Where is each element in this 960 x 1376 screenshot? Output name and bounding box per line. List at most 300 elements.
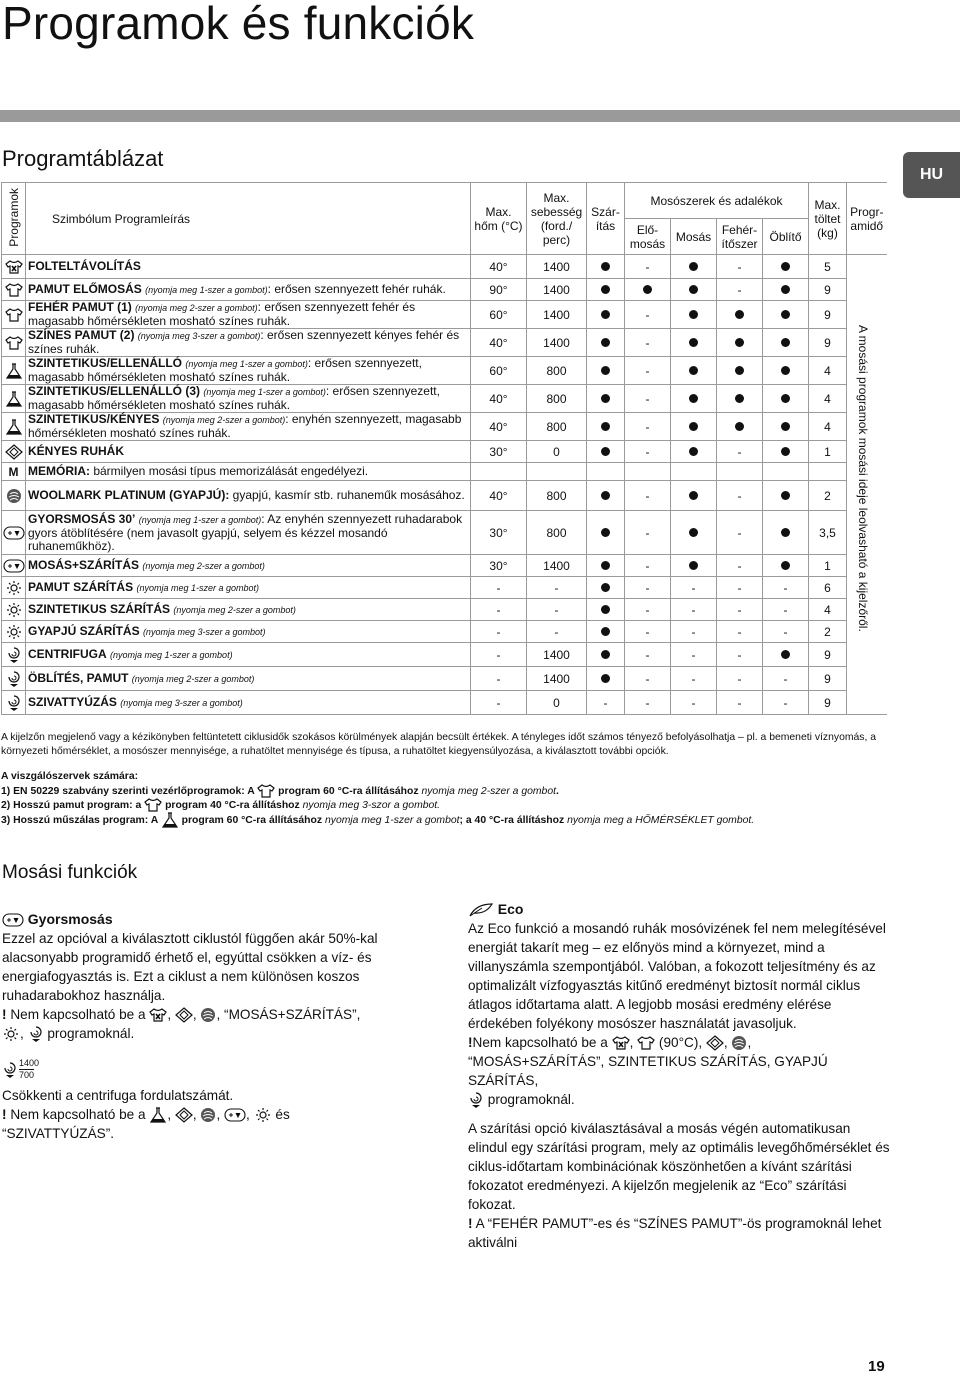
cell-temp: - (471, 643, 527, 667)
header-detergents: Mosószerek és adalékok (625, 183, 809, 219)
t1-c: nyomja meg 2-szer a gombot (421, 785, 556, 797)
cell-dry (587, 511, 625, 555)
program-name (26, 413, 471, 441)
cell-rinse (763, 555, 809, 577)
included-dot-icon (601, 583, 610, 592)
flask-icon (2, 385, 26, 413)
cell-rinse (763, 255, 809, 279)
header-load: Max. töltet (kg) (809, 183, 847, 255)
cell-wash (671, 329, 717, 357)
cell-speed: 800 (527, 385, 587, 413)
included-dot-icon (601, 262, 610, 271)
stain-icon (612, 1035, 630, 1050)
cell-bleach: - (717, 441, 763, 463)
cell-dry (587, 667, 625, 691)
shirt-icon (257, 786, 275, 797)
included-dot-icon (601, 422, 610, 431)
footnote-cycle-time: A kijelzőn megjelenő vagy a kézikönyben feltüntetett ciklusidők szokásos körülmények alapján becsült értékek. A tényleges időt számos tényező befolyásolhatja – pl. a bemeneti víznyomás, a környezeti hőmérséklet, a mosószer mennyisége, a ruhatöltet mennyisége és típusa, a ruhatöltet kiegyensúlyozása, a kiválasztott további opciók. (1, 732, 877, 757)
included-dot-icon (689, 394, 698, 403)
program-title: SZÍNES PAMUT (2) (28, 328, 135, 342)
included-dot-icon (781, 285, 790, 294)
spin-icon (2, 1062, 18, 1077)
program-hint: (nyomja meg 1-szer a gombot) (203, 387, 326, 397)
shirt-icon (2, 329, 26, 357)
cell-wash (671, 511, 717, 555)
cell-bleach (717, 413, 763, 441)
cell-rinse (763, 463, 809, 481)
table-row (2, 413, 887, 441)
spin-icon (28, 1026, 44, 1041)
included-dot-icon (601, 491, 610, 500)
eco-warning-2: “MOSÁS+SZÁRÍTÁS”, SZINTETIKUS SZÁRÍTÁS, GYAPJÚ SZÁRÍTÁS, (468, 1054, 828, 1088)
footnote-test-title: A viszgálószervek számára: (1, 771, 139, 782)
program-desc: : enyhén szennyezett, magasabb hőmérsékleten mosható színes ruhák. (28, 412, 462, 440)
t3-b: program 60 °C-ra állításához (178, 814, 325, 826)
program-name (26, 511, 471, 555)
cell-pre: - (625, 621, 671, 643)
spin-top: 1400 (19, 1058, 40, 1068)
cell-dry (587, 599, 625, 621)
cell-speed: 0 (527, 691, 587, 715)
cell-bleach (717, 357, 763, 385)
functions-heading: Mosási funkciók (2, 862, 138, 883)
cell-bleach: - (717, 481, 763, 511)
section-heading-program-table: Programtáblázat (2, 146, 164, 171)
cell-pre: - (625, 481, 671, 511)
cell-pre (625, 463, 671, 481)
cell-dry (587, 329, 625, 357)
cell-temp: - (471, 667, 527, 691)
cell-bleach: - (717, 577, 763, 599)
included-dot-icon (689, 491, 698, 500)
table-row (2, 255, 887, 279)
included-dot-icon (689, 561, 698, 570)
sun-icon (2, 577, 26, 599)
t1-b: program 60 °C-ra állításához (275, 785, 422, 797)
qw-b: , “MOSÁS+SZÁRÍTÁS”, (216, 1007, 361, 1022)
qw-a: Nem kapcsolható be a (10, 1007, 146, 1022)
program-table (1, 182, 887, 715)
cell-load: 9 (809, 301, 847, 329)
cell-wash (671, 463, 717, 481)
shirt-icon (2, 301, 26, 329)
cell-rinse (763, 441, 809, 463)
delicate-icon (2, 441, 26, 463)
delicate-icon (175, 1007, 193, 1022)
language-tab: HU (903, 152, 960, 198)
cell-load: 2 (809, 621, 847, 643)
cell-temp (471, 463, 527, 481)
table-row (2, 357, 887, 385)
cell-rinse (763, 413, 809, 441)
memory-letter: M (8, 464, 19, 479)
header-bleach: Fehér- ítőszer (717, 219, 763, 255)
table-row (2, 385, 887, 413)
cell-speed: 1400 (527, 255, 587, 279)
included-dot-icon (601, 605, 610, 614)
program-hint: (nyomja meg 1-szer a gombot) (138, 514, 262, 525)
cell-temp: - (471, 691, 527, 715)
table-row (2, 691, 887, 715)
program-desc: bármilyen mosási típus memorizálását engedélyezi. (90, 464, 369, 478)
program-title: FOLTELTÁVOLÍTÁS (28, 259, 141, 273)
spin-reduce-section (2, 1060, 414, 1143)
cell-pre: - (625, 643, 671, 667)
spin-reduce-warning-2: “SZIVATTYÚZÁS”. (2, 1126, 115, 1141)
cell-speed: - (527, 599, 587, 621)
quick-wash-warning-2: , programoknál. (2, 1024, 414, 1043)
spin-icon (468, 1092, 484, 1107)
cell-rinse: - (763, 691, 809, 715)
cell-bleach: - (717, 599, 763, 621)
flask-icon (2, 357, 26, 385)
wool-icon (731, 1035, 747, 1050)
eco-leaf-icon (468, 902, 494, 917)
cell-dry (587, 481, 625, 511)
cell-temp: 60° (471, 357, 527, 385)
included-dot-icon (689, 366, 698, 375)
program-desc: : Az enyhén szennyezett ruhadarabok gyors átöblítésére (nem javasolt gyapjú, selyem és kézzel mosandó ruhaneműkhöz). (28, 511, 463, 553)
cell-pre: - (625, 357, 671, 385)
cell-rinse: - (763, 577, 809, 599)
cell-wash: - (671, 667, 717, 691)
spin-icon (2, 691, 26, 715)
cell-pre (625, 279, 671, 301)
delicate-icon (175, 1107, 193, 1122)
included-dot-icon (781, 650, 790, 659)
shirt-icon (144, 800, 162, 811)
eco-section (468, 900, 892, 1252)
cell-load: 1 (809, 441, 847, 463)
cell-temp: - (471, 577, 527, 599)
quick-wash-title: Gyorsmosás (27, 911, 113, 927)
included-dot-icon (781, 338, 790, 347)
cell-speed (527, 463, 587, 481)
cell-wash (671, 255, 717, 279)
program-title: SZINTETIKUS SZÁRÍTÁS (28, 601, 171, 616)
cell-load: 9 (809, 279, 847, 301)
cell-rinse (763, 329, 809, 357)
program-hint: (nyomja meg 2-szer a gombot) (131, 673, 255, 684)
cell-load: 9 (809, 329, 847, 357)
included-dot-icon (735, 310, 744, 319)
quick-wash-warning: ! Nem kapcsolható be a , , , “MOSÁS+SZÁRÍTÁS”, (2, 1007, 361, 1022)
cell-load: 9 (809, 667, 847, 691)
included-dot-icon (781, 262, 790, 271)
cell-dry (587, 441, 625, 463)
ew-a: Nem kapcsolható be a (472, 1035, 608, 1050)
spin-icon (2, 667, 26, 691)
cell-bleach: - (717, 643, 763, 667)
program-title: KÉNYES RUHÁK (28, 444, 125, 458)
program-hint: (nyomja meg 3-szer a gombot) (142, 626, 266, 637)
cell-temp: 30° (471, 555, 527, 577)
program-name (26, 667, 471, 691)
program-title: WOOLMARK PLATINUM (GYAPJÚ): (28, 488, 230, 502)
cell-bleach: - (717, 555, 763, 577)
cell-temp: - (471, 621, 527, 643)
included-dot-icon (781, 394, 790, 403)
cell-speed: 800 (527, 481, 587, 511)
cell-speed: 0 (527, 441, 587, 463)
program-desc: : erősen szennyezett, magasabb hőmérsékleten mosható színes ruhák. (28, 356, 422, 384)
cell-speed: 1400 (527, 643, 587, 667)
included-dot-icon (601, 366, 610, 375)
included-dot-icon (601, 650, 610, 659)
program-name (26, 643, 471, 667)
included-dot-icon (643, 285, 652, 294)
program-title: CENTRIFUGA (28, 646, 107, 661)
cell-wash (671, 357, 717, 385)
drying-warning: ! A “FEHÉR PAMUT”-es és “SZÍNES PAMUT”-ös programoknál lehet aktiválni (468, 1216, 882, 1251)
sw-a: Nem kapcsolható be a (10, 1107, 146, 1122)
cell-temp: 40° (471, 385, 527, 413)
cell-bleach: - (717, 621, 763, 643)
cell-wash: - (671, 643, 717, 667)
title-rule (0, 110, 960, 122)
cell-wash (671, 555, 717, 577)
program-hint: (nyomja meg 2-szer a gombot) (142, 560, 265, 571)
duration-note: A mosási programok mosási ideje leolvasható a kijelzőről. (856, 325, 870, 632)
cell-temp: 30° (471, 511, 527, 555)
cell-pre: - (625, 511, 671, 555)
header-wash: Mosás (671, 219, 717, 255)
cell-wash (671, 481, 717, 511)
quick-wash-section (2, 910, 414, 1043)
program-hint: (nyomja meg 1-szer a gombot) (110, 649, 233, 660)
cell-bleach (717, 385, 763, 413)
cell-load: 3,5 (809, 511, 847, 555)
sun-icon (254, 1107, 272, 1122)
header-drying: Szár- ítás (587, 183, 625, 255)
table-row (2, 279, 887, 301)
program-name (26, 555, 471, 577)
flask-icon (2, 413, 26, 441)
cell-wash (671, 441, 717, 463)
program-hint: (nyomja meg 2-szer a gombot) (173, 604, 296, 615)
cell-rinse (763, 643, 809, 667)
page-number: 19 (868, 1358, 885, 1375)
included-dot-icon (601, 447, 610, 456)
program-name (26, 481, 471, 511)
cell-pre: - (625, 667, 671, 691)
cell-bleach (717, 329, 763, 357)
program-title: FEHÉR PAMUT (1) (28, 300, 132, 314)
cell-bleach: - (717, 691, 763, 715)
included-dot-icon (781, 310, 790, 319)
t2-b: program 40 °C-ra állításhoz (162, 799, 303, 811)
cell-rinse (763, 357, 809, 385)
table-row (2, 667, 887, 691)
cell-load: 9 (809, 643, 847, 667)
flask-icon (149, 1107, 167, 1122)
qw-c: programoknál. (47, 1026, 135, 1041)
program-title: MOSÁS+SZÁRÍTÁS (28, 557, 140, 572)
included-dot-icon (781, 366, 790, 375)
program-title: PAMUT SZÁRÍTÁS (28, 579, 134, 594)
cell-temp: 90° (471, 279, 527, 301)
cell-pre: - (625, 555, 671, 577)
cell-wash: - (671, 621, 717, 643)
cell-rinse: - (763, 667, 809, 691)
dw: A “FEHÉR PAMUT”-es és “SZÍNES PAMUT”-ös programoknál lehet aktiválni (468, 1216, 882, 1251)
program-title: GYORSMOSÁS 30’ (28, 511, 136, 526)
cell-load: 4 (809, 599, 847, 621)
t2-c: nyomja meg 3-szor a gombot. (302, 799, 441, 811)
cell-wash: - (671, 577, 717, 599)
program-hint: (nyomja meg 3-szer a gombot) (137, 331, 261, 341)
cell-speed: 1400 (527, 667, 587, 691)
header-rinse: Öblítő (763, 219, 809, 255)
table-row (2, 481, 887, 511)
included-dot-icon (735, 394, 744, 403)
cell-speed: 800 (527, 357, 587, 385)
program-hint: (nyomja meg 3-szer a gombot) (120, 697, 243, 708)
cell-load: 2 (809, 481, 847, 511)
wool-icon (200, 1007, 216, 1022)
included-dot-icon (689, 528, 698, 537)
program-desc: : erősen szennyezett, magasabb hőmérsékleten mosható színes ruhák. (28, 384, 440, 412)
t3-c: nyomja meg 1-szer a gombot (324, 814, 460, 826)
cell-temp: - (471, 599, 527, 621)
program-name (26, 255, 471, 279)
header-speed: Max. sebesség (ford./ perc) (527, 183, 587, 255)
ew-d: programoknál. (487, 1092, 575, 1107)
cell-load: 4 (809, 357, 847, 385)
quick-icon (2, 511, 26, 555)
included-dot-icon (689, 262, 698, 271)
program-title: ÖBLÍTÉS, PAMUT (28, 670, 129, 685)
cell-speed: 1400 (527, 301, 587, 329)
shirt-icon (637, 1035, 655, 1050)
table-row (2, 555, 887, 577)
included-dot-icon (781, 528, 790, 537)
program-desc: : erősen szennyezett fehér és magasabb hőmérsékleten mosható színes ruhák. (28, 300, 416, 328)
cell-pre: - (625, 599, 671, 621)
cell-rinse (763, 279, 809, 301)
cell-load: 9 (809, 691, 847, 715)
stain-icon (2, 255, 26, 279)
footnote-test-3 (1, 812, 901, 828)
included-dot-icon (689, 310, 698, 319)
t3-a: 3) Hosszú műszálas program: A (1, 814, 161, 826)
cell-bleach (717, 301, 763, 329)
cell-dry (587, 577, 625, 599)
cell-dry (587, 463, 625, 481)
t1-a: 1) EN 50229 szabvány szerinti vezérlőprogramok: A (1, 785, 258, 797)
program-name (26, 385, 471, 413)
cell-load: 6 (809, 577, 847, 599)
cell-pre: - (625, 255, 671, 279)
included-dot-icon (601, 310, 610, 319)
t3-e: nyomja meg a HŐMÉRSÉKLET gombot. (567, 814, 755, 826)
table-row (2, 511, 887, 555)
cell-dry (587, 357, 625, 385)
cell-dry: - (587, 691, 625, 715)
quick-icon (224, 1107, 246, 1122)
cell-wash (671, 385, 717, 413)
cell-rinse (763, 385, 809, 413)
cell-pre: - (625, 577, 671, 599)
cell-dry (587, 643, 625, 667)
ew-b: (90°C), (658, 1035, 703, 1050)
included-dot-icon (601, 338, 610, 347)
quick-wash-icon (2, 912, 24, 927)
table-row (2, 463, 887, 481)
cell-temp: 40° (471, 255, 527, 279)
cell-rinse (763, 481, 809, 511)
cell-load: 4 (809, 385, 847, 413)
cell-load: 1 (809, 555, 847, 577)
cell-speed: - (527, 577, 587, 599)
program-title: MEMÓRIA: (28, 464, 90, 478)
cell-temp: 30° (471, 441, 527, 463)
cell-wash (671, 279, 717, 301)
cell-rinse: - (763, 599, 809, 621)
table-row (2, 643, 887, 667)
cell-dry (587, 555, 625, 577)
flask-icon (161, 815, 179, 826)
footnote-test-2 (1, 798, 901, 812)
eco-warning: !Nem kapcsolható be a , (90°C), , , (468, 1035, 752, 1050)
cell-wash (671, 301, 717, 329)
program-hint: (nyomja meg 2-szer a gombot) (162, 415, 286, 425)
program-name (26, 599, 471, 621)
shirt-icon (2, 279, 26, 301)
program-name (26, 577, 471, 599)
program-title: SZINTETIKUS/ELLENÁLLÓ (3) (28, 384, 200, 398)
sun-icon (2, 621, 26, 643)
program-title: SZIVATTYÚZÁS (28, 694, 117, 709)
cell-temp: 60° (471, 301, 527, 329)
program-title: SZINTETIKUS/ELLENÁLLÓ (28, 356, 182, 370)
cell-speed: 1400 (527, 555, 587, 577)
cell-speed: 1400 (527, 329, 587, 357)
program-name (26, 463, 471, 481)
program-hint: (nyomja meg 2-szer a gombot) (135, 303, 258, 313)
cell-pre: - (625, 385, 671, 413)
stain-icon (149, 1007, 167, 1022)
cell-pre: - (625, 329, 671, 357)
included-dot-icon (735, 338, 744, 347)
included-dot-icon (781, 422, 790, 431)
spin-reduce-icon (2, 1060, 414, 1086)
t3-d: ; a 40 °C-ra állításhoz (459, 814, 568, 826)
cell-speed: 800 (527, 413, 587, 441)
program-title: SZINTETIKUS/KÉNYES (28, 412, 160, 426)
cell-speed: 1400 (527, 279, 587, 301)
included-dot-icon (781, 491, 790, 500)
cell-dry (587, 621, 625, 643)
included-dot-icon (601, 627, 610, 636)
program-name (26, 621, 471, 643)
cell-speed: - (527, 621, 587, 643)
eco-warning-3 (468, 1090, 892, 1109)
program-hint: (nyomja meg 1-szer a gombot) (185, 359, 308, 369)
cell-rinse: - (763, 621, 809, 643)
program-title: PAMUT ELŐMOSÁS (28, 281, 142, 296)
table-row (2, 441, 887, 463)
wool-icon (2, 481, 26, 511)
sw-b: és (275, 1107, 290, 1122)
sun-icon (2, 1026, 20, 1041)
program-name (26, 329, 471, 357)
cell-bleach: - (717, 667, 763, 691)
cell-wash: - (671, 691, 717, 715)
program-desc: gyapjú, kasmír stb. ruhaneműk mosásához. (229, 488, 465, 502)
cell-wash: - (671, 599, 717, 621)
header-programs: Programok (2, 183, 26, 255)
